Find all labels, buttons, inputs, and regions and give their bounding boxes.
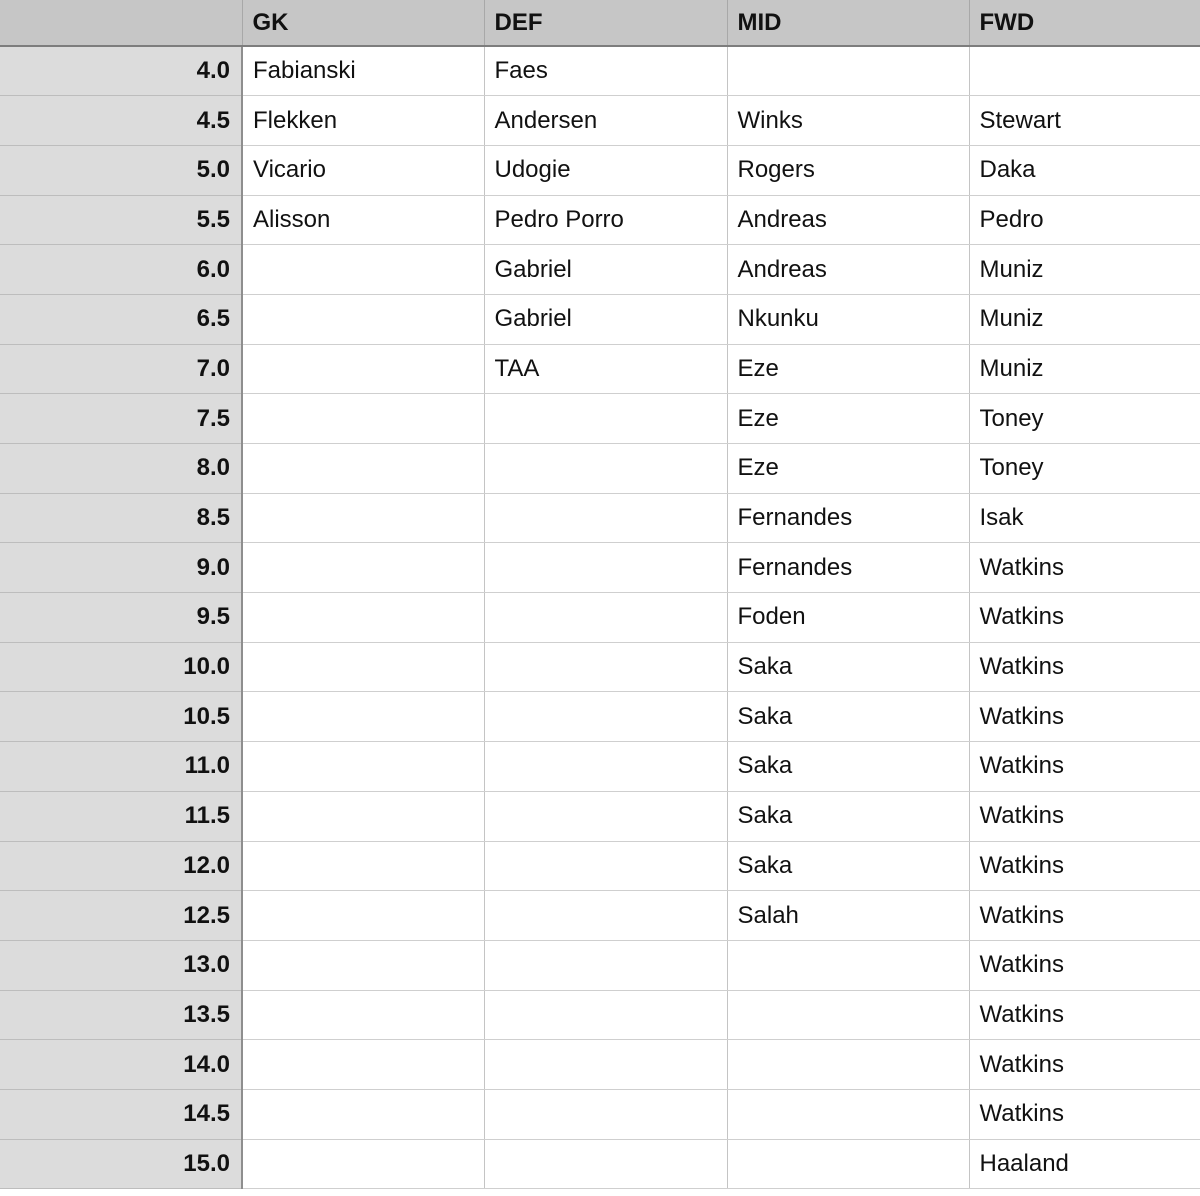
row-header-price[interactable]: 15.0 [0,1139,242,1189]
cell-fwd[interactable] [969,46,1200,96]
row-header-price[interactable]: 5.5 [0,195,242,245]
cell-fwd[interactable]: Watkins [969,990,1200,1040]
cell-mid[interactable]: Eze [727,444,969,494]
cell-gk[interactable] [242,1089,484,1139]
cell-def[interactable]: Andersen [484,96,727,146]
cell-fwd[interactable]: Watkins [969,891,1200,941]
table-body [0,46,1200,1189]
cell-mid[interactable] [727,940,969,990]
cell-mid[interactable]: Fernandes [727,543,969,593]
cell-gk[interactable] [242,642,484,692]
cell-mid[interactable] [727,1040,969,1090]
row-header-price[interactable]: 11.5 [0,791,242,841]
cell-def[interactable]: Gabriel [484,245,727,295]
cell-mid[interactable]: Fernandes [727,493,969,543]
cell-mid[interactable]: Andreas [727,245,969,295]
cell-gk[interactable] [242,990,484,1040]
cell-def[interactable]: TAA [484,344,727,394]
cell-def[interactable]: Gabriel [484,294,727,344]
row-header-price[interactable]: 4.5 [0,96,242,146]
row-header-price[interactable]: 10.5 [0,692,242,742]
cell-gk[interactable]: Alisson [242,195,484,245]
cell-mid[interactable] [727,46,969,96]
row-header-price[interactable]: 11.0 [0,742,242,792]
table-row [0,394,1200,444]
table-row [0,543,1200,593]
cell-def[interactable] [484,742,727,792]
row-header-price[interactable]: 10.0 [0,642,242,692]
cell-gk[interactable]: Fabianski [242,46,484,96]
cell-def[interactable] [484,940,727,990]
cell-fwd[interactable]: Watkins [969,742,1200,792]
cell-fwd[interactable]: Daka [969,145,1200,195]
cell-fwd[interactable]: Watkins [969,1040,1200,1090]
row-header-price[interactable]: 13.0 [0,940,242,990]
row-header-price[interactable]: 5.0 [0,145,242,195]
row-header-price[interactable]: 12.5 [0,891,242,941]
column-header-mid[interactable]: MID [727,0,969,46]
cell-mid[interactable]: Nkunku [727,294,969,344]
cell-gk[interactable] [242,742,484,792]
row-header-price[interactable]: 14.0 [0,1040,242,1090]
table-row [0,493,1200,543]
cell-fwd[interactable]: Muniz [969,294,1200,344]
header-row [0,0,1200,46]
cell-def[interactable] [484,1040,727,1090]
row-header-price[interactable]: 13.5 [0,990,242,1040]
column-header-gk[interactable]: GK [242,0,484,46]
cell-gk[interactable] [242,294,484,344]
cell-mid[interactable] [727,1089,969,1139]
cell-gk[interactable] [242,493,484,543]
cell-mid[interactable]: Saka [727,692,969,742]
cell-mid[interactable]: Eze [727,344,969,394]
table-row [0,444,1200,494]
column-header-fwd[interactable]: FWD [969,0,1200,46]
table-row [0,990,1200,1040]
cell-def[interactable] [484,692,727,742]
cell-def[interactable] [484,394,727,444]
cell-fwd[interactable]: Watkins [969,841,1200,891]
cell-mid[interactable]: Saka [727,642,969,692]
table-row [0,891,1200,941]
cell-def[interactable] [484,642,727,692]
table-row [0,1139,1200,1189]
cell-gk[interactable] [242,543,484,593]
cell-mid[interactable]: Andreas [727,195,969,245]
cell-mid[interactable] [727,990,969,1040]
row-header-price[interactable]: 4.0 [0,46,242,96]
cell-def[interactable]: Udogie [484,145,727,195]
cell-fwd[interactable]: Watkins [969,940,1200,990]
cell-gk[interactable] [242,841,484,891]
cell-gk[interactable] [242,344,484,394]
cell-def[interactable] [484,891,727,941]
cell-fwd[interactable]: Isak [969,493,1200,543]
cell-def[interactable]: Pedro Porro [484,195,727,245]
row-header-price[interactable]: 12.0 [0,841,242,891]
cell-def[interactable] [484,791,727,841]
cell-gk[interactable] [242,394,484,444]
cell-def[interactable] [484,841,727,891]
table-row [0,841,1200,891]
cell-gk[interactable] [242,444,484,494]
row-header-price[interactable]: 9.0 [0,543,242,593]
cell-mid[interactable] [727,1139,969,1189]
table-row [0,593,1200,643]
cell-fwd[interactable]: Muniz [969,344,1200,394]
table-row [0,294,1200,344]
cell-mid[interactable]: Foden [727,593,969,643]
table-row [0,195,1200,245]
cell-gk[interactable] [242,1040,484,1090]
row-header-price[interactable]: 6.0 [0,245,242,295]
cell-def[interactable] [484,1139,727,1189]
cell-fwd[interactable]: Haaland [969,1139,1200,1189]
cell-mid[interactable]: Saka [727,791,969,841]
column-header-def[interactable]: DEF [484,0,727,46]
table-row [0,145,1200,195]
row-header-price[interactable]: 7.0 [0,344,242,394]
cell-def[interactable]: Faes [484,46,727,96]
row-header-price[interactable]: 8.5 [0,493,242,543]
cell-fwd[interactable]: Stewart [969,96,1200,146]
row-header-price[interactable]: 8.0 [0,444,242,494]
cell-mid[interactable]: Saka [727,841,969,891]
cell-fwd[interactable]: Watkins [969,692,1200,742]
cell-fwd[interactable]: Watkins [969,1089,1200,1139]
cell-fwd[interactable]: Toney [969,444,1200,494]
cell-gk[interactable] [242,891,484,941]
table-row [0,1040,1200,1090]
cell-def[interactable] [484,444,727,494]
cell-gk[interactable] [242,245,484,295]
cell-fwd[interactable]: Pedro [969,195,1200,245]
cell-def[interactable] [484,493,727,543]
table-row [0,46,1200,96]
table-row [0,692,1200,742]
row-header-price[interactable]: 7.5 [0,394,242,444]
table-row [0,245,1200,295]
cell-mid[interactable]: Saka [727,742,969,792]
cell-gk[interactable] [242,593,484,643]
cell-fwd[interactable]: Watkins [969,642,1200,692]
cell-mid[interactable]: Rogers [727,145,969,195]
cell-gk[interactable]: Vicario [242,145,484,195]
cell-fwd[interactable]: Watkins [969,543,1200,593]
corner-cell[interactable] [0,0,242,46]
cell-mid[interactable]: Winks [727,96,969,146]
table-row [0,344,1200,394]
table-row [0,742,1200,792]
cell-fwd[interactable]: Muniz [969,245,1200,295]
cell-gk[interactable] [242,791,484,841]
cell-gk[interactable] [242,1139,484,1189]
cell-gk[interactable]: Flekken [242,96,484,146]
cell-def[interactable] [484,990,727,1040]
cell-gk[interactable] [242,692,484,742]
table-row [0,1089,1200,1139]
row-header-price[interactable]: 14.5 [0,1089,242,1139]
cell-def[interactable] [484,593,727,643]
cell-gk[interactable] [242,940,484,990]
table-row [0,642,1200,692]
cell-fwd[interactable]: Watkins [969,791,1200,841]
table-row [0,96,1200,146]
cell-mid[interactable]: Eze [727,394,969,444]
table-row [0,791,1200,841]
cell-def[interactable] [484,1089,727,1139]
row-header-price[interactable]: 9.5 [0,593,242,643]
cell-fwd[interactable]: Toney [969,394,1200,444]
cell-def[interactable] [484,543,727,593]
row-header-price[interactable]: 6.5 [0,294,242,344]
cell-mid[interactable]: Salah [727,891,969,941]
table-row [0,940,1200,990]
cell-fwd[interactable]: Watkins [969,593,1200,643]
